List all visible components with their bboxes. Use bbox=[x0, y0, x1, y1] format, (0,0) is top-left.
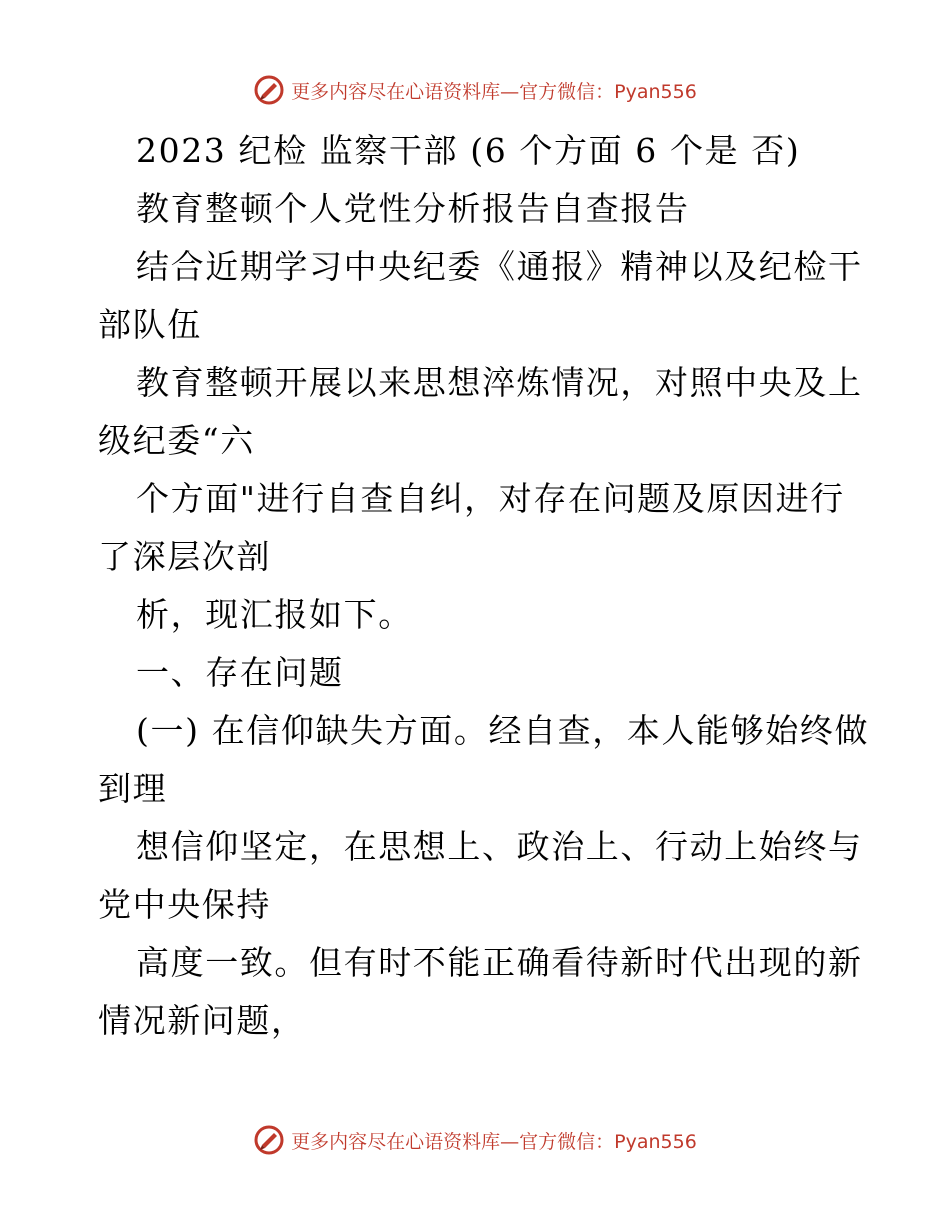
doc-line: (一) 在信仰缺失方面。经自查，本人能够始终做 bbox=[136, 711, 870, 750]
doc-line: 想信仰坚定，在思想上、政治上、行动上始终与 bbox=[136, 827, 863, 866]
doc-line: 了深层次剖 bbox=[98, 537, 271, 576]
wechat-id: Pyan556 bbox=[614, 80, 697, 103]
doc-line: 党中央保持 bbox=[98, 885, 271, 924]
brand-logo-icon bbox=[253, 1124, 285, 1156]
doc-line: 部队伍 bbox=[98, 305, 202, 344]
doc-line: 教育整顿个人党性分析报告自查报告 bbox=[136, 189, 690, 228]
wechat-id: Pyan556 bbox=[614, 1130, 697, 1153]
doc-line: 个方面"进行自查自纠，对存在问题及原因进行 bbox=[136, 479, 845, 518]
header-banner bbox=[0, 70, 950, 110]
doc-line: 高度一致。但有时不能正确看待新时代出现的新 bbox=[136, 943, 863, 982]
doc-line: 结合近期学习中央纪委《通报》精神以及纪检干 bbox=[136, 247, 863, 286]
banner-text: 更多内容尽在心语资料库—官方微信：Pyan556 bbox=[291, 80, 697, 103]
doc-line: 情况新问题， bbox=[98, 1001, 306, 1040]
brand-logo-icon bbox=[253, 74, 285, 106]
doc-line: 2023 纪检 监察干部 (6 个方面 6 个是 否) bbox=[136, 131, 801, 170]
doc-line: 一、存在问题 bbox=[136, 653, 344, 692]
doc-line: 析，现汇报如下。 bbox=[136, 595, 413, 634]
doc-line: 级纪委“六 bbox=[98, 421, 255, 460]
document-body bbox=[98, 122, 870, 1050]
doc-line: 到理 bbox=[98, 769, 168, 808]
banner-text: 更多内容尽在心语资料库—官方微信：Pyan556 bbox=[291, 1130, 697, 1153]
doc-line: 教育整顿开展以来思想淬炼情况，对照中央及上 bbox=[136, 363, 863, 402]
footer-banner bbox=[0, 1120, 950, 1160]
